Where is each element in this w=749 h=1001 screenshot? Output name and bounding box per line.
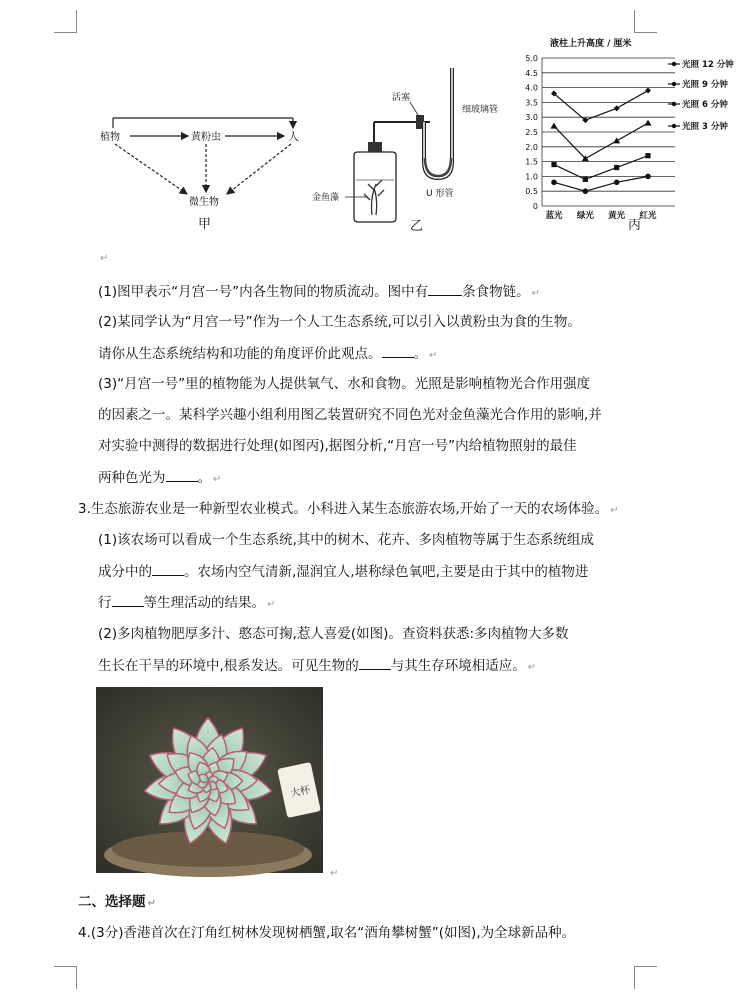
q3-part1-line1: (1)该农场可以看成一个生态系统,其中的树木、花卉、多肉植物等属于生态系统组成: [98, 532, 594, 548]
crop-mark-top-left: [54, 10, 77, 33]
crop-mark-bottom-left: [54, 966, 77, 989]
crop-mark-top-right: [634, 10, 657, 33]
answer-blank-best-light[interactable]: [166, 467, 198, 482]
legend-label-3: 光照 3 分钟: [682, 122, 728, 132]
series-line-3: [554, 176, 648, 191]
answer-blank-adaptation[interactable]: [359, 655, 391, 670]
label-u-tube: U 形管: [426, 189, 454, 199]
figure-yi-caption: 乙: [410, 219, 424, 234]
point-3-3: [645, 174, 651, 180]
paragraph-mark-after-figures: ↵: [100, 253, 109, 264]
question-3-stem: 3.生态旅游农业是一种新型农业模式。小科进入某生态旅游农场,开始了一天的农场体验。 ↵: [78, 501, 619, 517]
photo-plant-tag: 大杯: [289, 784, 312, 800]
y-tick-label-8: 4.0: [525, 83, 538, 93]
q2-part3-line4: 两种色光为 。 ↵: [98, 467, 221, 490]
series-line-1: [554, 123, 648, 159]
figure-jia-caption: 甲: [198, 217, 212, 232]
node-human: 人: [288, 130, 299, 143]
y-tick-label-7: 3.5: [525, 98, 538, 108]
y-tick-label-10: 5.0: [525, 54, 538, 63]
point-0-2: [614, 105, 620, 111]
figure-yi-apparatus: [312, 60, 512, 235]
legend-marker-3: [672, 124, 676, 128]
succulent-photo: [96, 687, 323, 873]
legend-marker-1: [672, 82, 676, 86]
legend-label-1: 光照 9 分钟: [682, 80, 728, 90]
x-tick-label-2: 黄光: [608, 211, 626, 221]
legend-label-2: 光照 6 分钟: [682, 100, 728, 110]
node-worm: 黄粉虫: [191, 132, 221, 143]
label-glass-tube: 细玻璃管: [462, 105, 499, 115]
point-1-0: [551, 123, 558, 129]
label-stopper: 活塞: [392, 93, 411, 103]
answer-blank-evaluation[interactable]: [382, 343, 414, 358]
point-3-1: [583, 188, 589, 194]
figure-jia-food-web: [95, 110, 310, 235]
point-2-0: [551, 162, 556, 167]
answer-blank-component[interactable]: [152, 561, 184, 576]
q3-part2-line2: 生长在干旱的环境中,根系发达。可见生物的 与其生存环境相适应。 ↵: [98, 655, 536, 678]
figure-bing-line-chart: [510, 36, 749, 236]
y-tick-label-5: 2.5: [525, 128, 538, 137]
point-3-0: [551, 180, 557, 186]
node-plant: 植物: [100, 132, 120, 143]
q3-part2-line1: (2)多肉植物肥厚多汁、憨态可掬,惹人喜爱(如图)。查资料获悉:多肉植物大多数: [98, 626, 569, 642]
q3-part1-line2: 成分中的 。农场内空气清新,湿润宜人,堪称绿色氧吧,主要是由于其中的植物进: [98, 561, 588, 582]
q2-part1-line: (1)图甲表示“月宫一号”内各生物间的物质流动。图中有 条食物链。 ↵: [98, 281, 540, 304]
answer-blank-food-chains[interactable]: [428, 281, 462, 296]
point-2-3: [645, 153, 650, 158]
y-tick-label-9: 4.5: [525, 68, 538, 78]
point-0-3: [645, 88, 651, 94]
q3-part1-line3: 行 等生理活动的结果。 ↵: [98, 592, 275, 615]
crop-mark-bottom-right: [634, 966, 657, 989]
legend-label-0: 光照 12 分钟: [682, 60, 734, 70]
point-2-1: [583, 177, 588, 182]
label-algae: 金鱼藻: [312, 193, 340, 203]
x-tick-label-0: 蓝光: [545, 211, 563, 221]
q2-part3-line3: 对实验中测得的数据进行处理(如图丙),据图分析,“月宫一号”内给植物照射的最佳: [98, 438, 577, 454]
series-line-0: [554, 91, 648, 121]
y-tick-label-1: 0.5: [525, 187, 538, 197]
x-tick-label-3: 红光: [639, 211, 657, 221]
legend-marker-2: [672, 102, 676, 106]
question-4-stem: 4.(3分)香港首次在汀角红树林发现树栖蟹,取名“酒角攀树蟹”(如图),为全球新品种。: [78, 925, 576, 941]
chart-title: 液柱上升高度 / 厘米: [550, 39, 632, 49]
y-tick-label-6: 3.0: [525, 113, 538, 123]
y-tick-label-3: 1.5: [525, 157, 538, 167]
paragraph-mark-after-photo: ↵: [330, 868, 339, 879]
arrow-human-microbe: [227, 144, 291, 194]
q2-part3-line2: 的因素之一。某科学兴趣小组利用图乙装置研究不同色光对金鱼藻光合作用的影响,并: [98, 407, 602, 423]
algae-plant: [364, 180, 384, 215]
legend-marker-0: [672, 62, 676, 66]
y-tick-label-2: 1.0: [525, 172, 538, 182]
arrow-plant-microbe: [115, 144, 187, 194]
y-tick-label-0: 0: [532, 202, 538, 211]
q2-part2-line2: 请你从生态系统结构和功能的角度评价此观点。 。 ↵: [98, 343, 437, 366]
y-tick-label-4: 2.0: [525, 142, 538, 152]
point-2-2: [614, 165, 619, 170]
answer-blank-process[interactable]: [112, 592, 144, 607]
section-2-heading: 二、选择题 ↵: [78, 894, 156, 910]
q2-part3-line1: (3)“月宫一号”里的植物能为人提供氧气、水和食物。光照是影响植物光合作用强度: [98, 376, 591, 392]
q2-part2-line1: (2)某同学认为“月宫一号”作为一个人工生态系统,可以引入以黄粉虫为食的生物。: [98, 314, 581, 330]
point-1-3: [645, 120, 652, 126]
x-tick-label-1: 绿光: [576, 211, 594, 221]
point-3-2: [614, 180, 620, 186]
point-1-2: [613, 137, 620, 143]
series-line-2: [554, 156, 648, 180]
figure-bing-caption: 丙: [628, 218, 642, 233]
node-microbe: 微生物: [189, 197, 219, 208]
